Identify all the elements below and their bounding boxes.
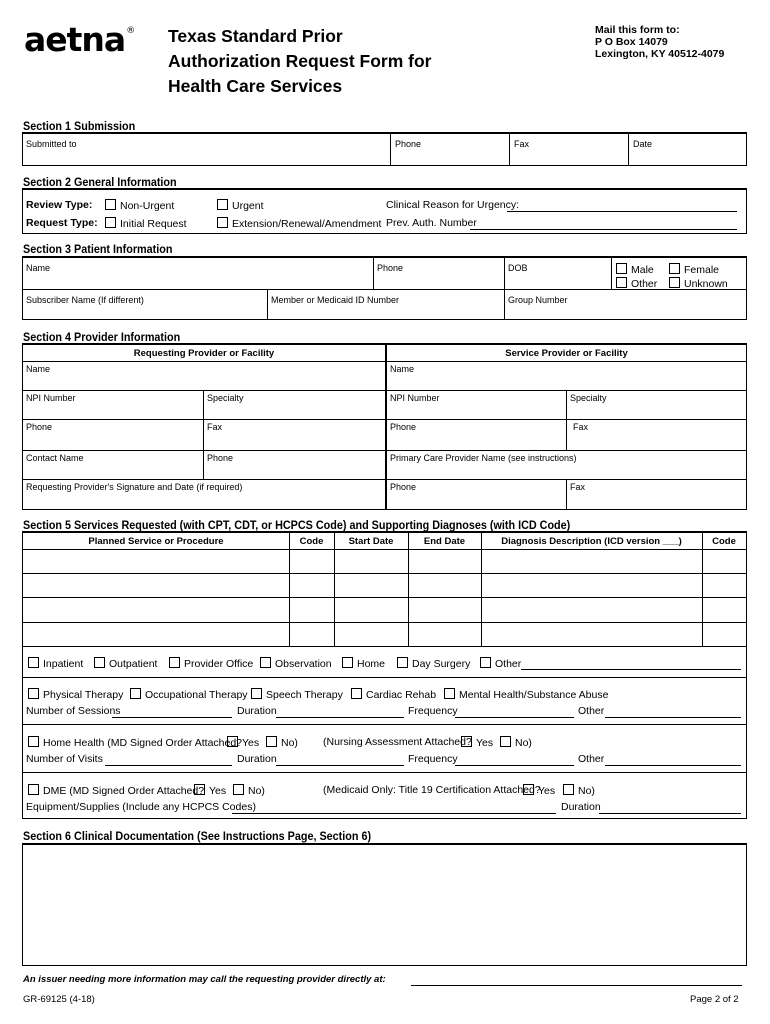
speech-therapy-option[interactable] (251, 688, 343, 701)
checkbox-icon (130, 688, 141, 699)
home-other-line[interactable] (605, 765, 741, 766)
general-info-box (22, 188, 747, 234)
service-provider-header: Service Provider or Facility (505, 348, 628, 359)
aetna-logo (24, 20, 134, 59)
observation-option[interactable] (260, 657, 332, 670)
occupational-therapy-option[interactable] (130, 688, 248, 701)
dme-option[interactable] (28, 784, 204, 797)
extension-option[interactable] (217, 217, 381, 230)
pcp-name-field[interactable]: Primary Care Provider Name (see instructions) (390, 453, 577, 463)
male-label: Male (631, 264, 654, 276)
day-surgery-option[interactable] (397, 657, 470, 670)
section-3-heading: Section 3 Patient Information (23, 242, 173, 256)
checkbox-icon (28, 784, 39, 795)
col-start-date: Start Date (348, 536, 394, 547)
issuer-note: An issuer needing more information may call the requesting provider directly at: (23, 974, 386, 985)
speech-therapy-label: Speech Therapy (266, 689, 343, 701)
checkbox-icon (28, 688, 39, 699)
submitted-to-field[interactable]: Submitted to (26, 139, 77, 149)
submission-date-field[interactable]: Date (633, 139, 653, 149)
section-4-heading: Section 4 Provider Information (23, 330, 181, 344)
inpatient-label: Inpatient (43, 658, 84, 670)
no-label: No) (515, 737, 532, 749)
submission-box (22, 132, 747, 166)
requesting-npi-field[interactable]: NPI Number (26, 393, 76, 403)
checkbox-icon (194, 784, 205, 795)
checkbox-icon (94, 657, 105, 668)
checkbox-icon (500, 736, 511, 747)
mail-line-1: Mail this form to: (595, 24, 680, 36)
checkbox-icon (669, 277, 680, 288)
patient-phone-field[interactable]: Phone (377, 263, 404, 273)
submission-fax-field[interactable]: Fax (514, 139, 530, 149)
mail-line-3: Lexington, KY 40512-4079 (595, 48, 725, 60)
checkbox-icon (616, 263, 627, 274)
service-npi-field[interactable]: NPI Number (390, 393, 440, 403)
checkbox-icon (480, 657, 491, 668)
unknown-gender-label: Unknown (684, 278, 728, 290)
therapy-duration-line[interactable] (276, 717, 404, 718)
title-line-2: Authorization Request Form for (168, 51, 432, 71)
therapy-frequency-line[interactable] (455, 717, 574, 718)
patient-name-field[interactable]: Name (26, 263, 51, 273)
home-health-label: Home Health (MD Signed Order Attached? (43, 737, 243, 749)
home-label: Home (357, 658, 386, 670)
equipment-label: Equipment/Supplies (Include any HCPCS Codes) (26, 801, 256, 813)
contact-name-field[interactable]: Contact Name (26, 453, 84, 463)
prev-auth-line[interactable] (470, 229, 737, 230)
other-setting-option[interactable] (480, 657, 521, 670)
services-box (22, 531, 747, 819)
extension-label: Extension/Renewal/Amendment (232, 218, 382, 230)
dme-label: DME (MD Signed Order Attached? (43, 785, 205, 797)
table-row[interactable] (23, 550, 746, 573)
service-name-field[interactable]: Name (390, 364, 415, 374)
inpatient-option[interactable] (28, 657, 83, 670)
form-title (168, 24, 488, 99)
requesting-fax-field[interactable]: Fax (207, 422, 223, 432)
checkbox-icon (342, 657, 353, 668)
equipment-line[interactable] (232, 813, 556, 814)
checkbox-icon (28, 657, 39, 668)
group-number-field[interactable]: Group Number (508, 295, 568, 305)
checkbox-icon (233, 784, 244, 795)
checkbox-icon (461, 736, 472, 747)
checkbox-icon (169, 657, 180, 668)
checkbox-icon (217, 199, 228, 210)
section-2-heading: Section 2 General Information (23, 175, 177, 189)
num-visits-label: Number of Visits (26, 753, 103, 765)
dme-yes[interactable] (194, 784, 226, 797)
home-option[interactable] (342, 657, 385, 670)
section-5-heading: Section 5 Services Requested (with CPT, CDT, or HCPCS Code) and Supporting Diagnoses (with ICD Code) (23, 518, 571, 532)
therapy-other-label: Other (578, 705, 605, 717)
observation-label: Observation (275, 658, 332, 670)
submission-phone-field[interactable]: Phone (395, 139, 422, 149)
non-urgent-label: Non-Urgent (120, 200, 175, 212)
checkbox-icon (105, 199, 116, 210)
prev-auth-label: Prev. Auth. Number (386, 217, 477, 229)
col-planned-service: Planned Service or Procedure (88, 536, 224, 547)
section-6-heading: Section 6 Clinical Documentation (See Instructions Page, Section 6) (23, 829, 372, 843)
outpatient-option[interactable] (94, 657, 157, 670)
checkbox-icon (217, 217, 228, 228)
therapy-duration-label: Duration (237, 705, 277, 717)
medicaid-label: (Medicaid Only: Title 19 Certification Attached? (323, 784, 541, 796)
clinical-reason-line[interactable] (507, 211, 737, 212)
issuer-phone-line[interactable] (411, 985, 742, 986)
registered-mark: ® (126, 26, 135, 36)
checkbox-icon (616, 277, 627, 288)
therapy-other-line[interactable] (605, 717, 741, 718)
patient-info-box (22, 256, 747, 320)
service-fax-field[interactable]: Fax (573, 422, 589, 432)
signature-field[interactable]: Requesting Provider's Signature and Date (if required) (26, 482, 243, 492)
patient-dob-field[interactable]: DOB (508, 263, 528, 273)
mailing-address (595, 24, 724, 60)
subscriber-name-field[interactable]: Subscriber Name (If different) (26, 295, 144, 305)
provider-info-box (22, 343, 747, 510)
contact-phone-field[interactable]: Phone (207, 453, 234, 463)
unknown-gender-option[interactable] (669, 277, 728, 290)
num-sessions-line[interactable] (112, 717, 232, 718)
clinical-documentation-box[interactable] (22, 843, 747, 966)
table-row[interactable] (23, 623, 746, 646)
dme-duration-label: Duration (561, 801, 601, 813)
yes-label: Yes (476, 737, 494, 749)
other-setting-line[interactable] (521, 669, 741, 670)
checkbox-icon (563, 784, 574, 795)
urgent-option[interactable] (217, 199, 264, 212)
no-label: No) (248, 785, 265, 797)
checkbox-icon (266, 736, 277, 747)
checkbox-icon (251, 688, 262, 699)
initial-request-label: Initial Request (120, 218, 187, 230)
col-diagnosis-code: Code (712, 536, 736, 547)
checkbox-icon (227, 736, 238, 747)
yes-label: Yes (538, 785, 556, 797)
outpatient-label: Outpatient (109, 658, 158, 670)
review-type-label: Review Type: (26, 199, 93, 211)
checkbox-icon (523, 784, 534, 795)
requesting-provider-header: Requesting Provider or Facility (133, 348, 275, 359)
home-health-no[interactable] (266, 736, 298, 749)
physical-therapy-label: Physical Therapy (43, 689, 124, 701)
therapy-frequency-label: Frequency (408, 705, 458, 717)
service-specialty-field[interactable]: Specialty (570, 393, 607, 403)
checkbox-icon (444, 688, 455, 699)
mental-health-option[interactable] (444, 688, 608, 701)
form-id: GR-69125 (4-18) (23, 994, 95, 1005)
nursing-no[interactable] (500, 736, 532, 749)
home-health-option[interactable] (28, 736, 242, 749)
no-label: No) (578, 785, 595, 797)
col-diagnosis: Diagnosis Description (ICD version ___) (501, 536, 682, 547)
requesting-specialty-field[interactable]: Specialty (207, 393, 244, 403)
dme-no[interactable] (233, 784, 265, 797)
yes-label: Yes (209, 785, 227, 797)
checkbox-icon (105, 217, 116, 228)
checkbox-icon (397, 657, 408, 668)
initial-request-option[interactable] (105, 217, 187, 230)
page-number: Page 2 of 2 (690, 994, 739, 1005)
home-other-label: Other (578, 753, 605, 765)
home-frequency-label: Frequency (408, 753, 458, 765)
medicaid-no[interactable] (563, 784, 595, 797)
table-row[interactable] (23, 598, 746, 622)
home-duration-label: Duration (237, 753, 277, 765)
requesting-phone-field[interactable]: Phone (26, 422, 53, 432)
table-row[interactable] (23, 574, 746, 597)
checkbox-icon (669, 263, 680, 274)
other-setting-label: Other (495, 658, 522, 670)
nursing-assessment-label: (Nursing Assessment Attached? (323, 736, 472, 748)
section-1-heading: Section 1 Submission (23, 119, 136, 133)
mail-line-2: P O Box 14079 (595, 36, 668, 48)
home-duration-line[interactable] (276, 765, 404, 766)
female-label: Female (684, 264, 720, 276)
title-line-1: Texas Standard Prior (168, 26, 343, 46)
pcp-phone-field[interactable]: Phone (390, 482, 417, 492)
service-phone-field[interactable]: Phone (390, 422, 417, 432)
num-sessions-label: Number of Sessions (26, 705, 121, 717)
title-line-3: Health Care Services (168, 76, 343, 96)
clinical-reason-label: Clinical Reason for Urgency: (386, 199, 520, 211)
yes-label: Yes (242, 737, 260, 749)
checkbox-icon (28, 736, 39, 747)
urgent-label: Urgent (232, 200, 264, 212)
occupational-therapy-label: Occupational Therapy (145, 689, 248, 701)
home-health-yes[interactable] (227, 736, 259, 749)
home-frequency-line[interactable] (455, 765, 574, 766)
dme-duration-line[interactable] (599, 813, 741, 814)
nursing-yes[interactable] (461, 736, 493, 749)
non-urgent-option[interactable] (105, 199, 174, 212)
col-end-date: End Date (423, 536, 466, 547)
no-label: No) (281, 737, 298, 749)
cardiac-rehab-label: Cardiac Rehab (366, 689, 437, 701)
logo-text: aetna (24, 20, 126, 59)
pcp-fax-field[interactable]: Fax (570, 482, 586, 492)
mental-health-label: Mental Health/Substance Abuse (459, 689, 609, 701)
provider-office-label: Provider Office (184, 658, 254, 670)
cardiac-rehab-option[interactable] (351, 688, 436, 701)
checkbox-icon (260, 657, 271, 668)
col-code: Code (299, 536, 324, 547)
female-option[interactable] (669, 263, 719, 276)
medicaid-yes[interactable] (523, 784, 555, 797)
requesting-name-field[interactable]: Name (26, 364, 51, 374)
provider-office-option[interactable] (169, 657, 253, 670)
num-visits-line[interactable] (105, 765, 232, 766)
checkbox-icon (351, 688, 362, 699)
request-type-label: Request Type: (26, 217, 98, 229)
other-gender-option[interactable] (616, 277, 657, 290)
member-id-field[interactable]: Member or Medicaid ID Number (271, 295, 400, 305)
male-option[interactable] (616, 263, 654, 276)
physical-therapy-option[interactable] (28, 688, 123, 701)
other-gender-label: Other (631, 278, 658, 290)
day-surgery-label: Day Surgery (412, 658, 471, 670)
